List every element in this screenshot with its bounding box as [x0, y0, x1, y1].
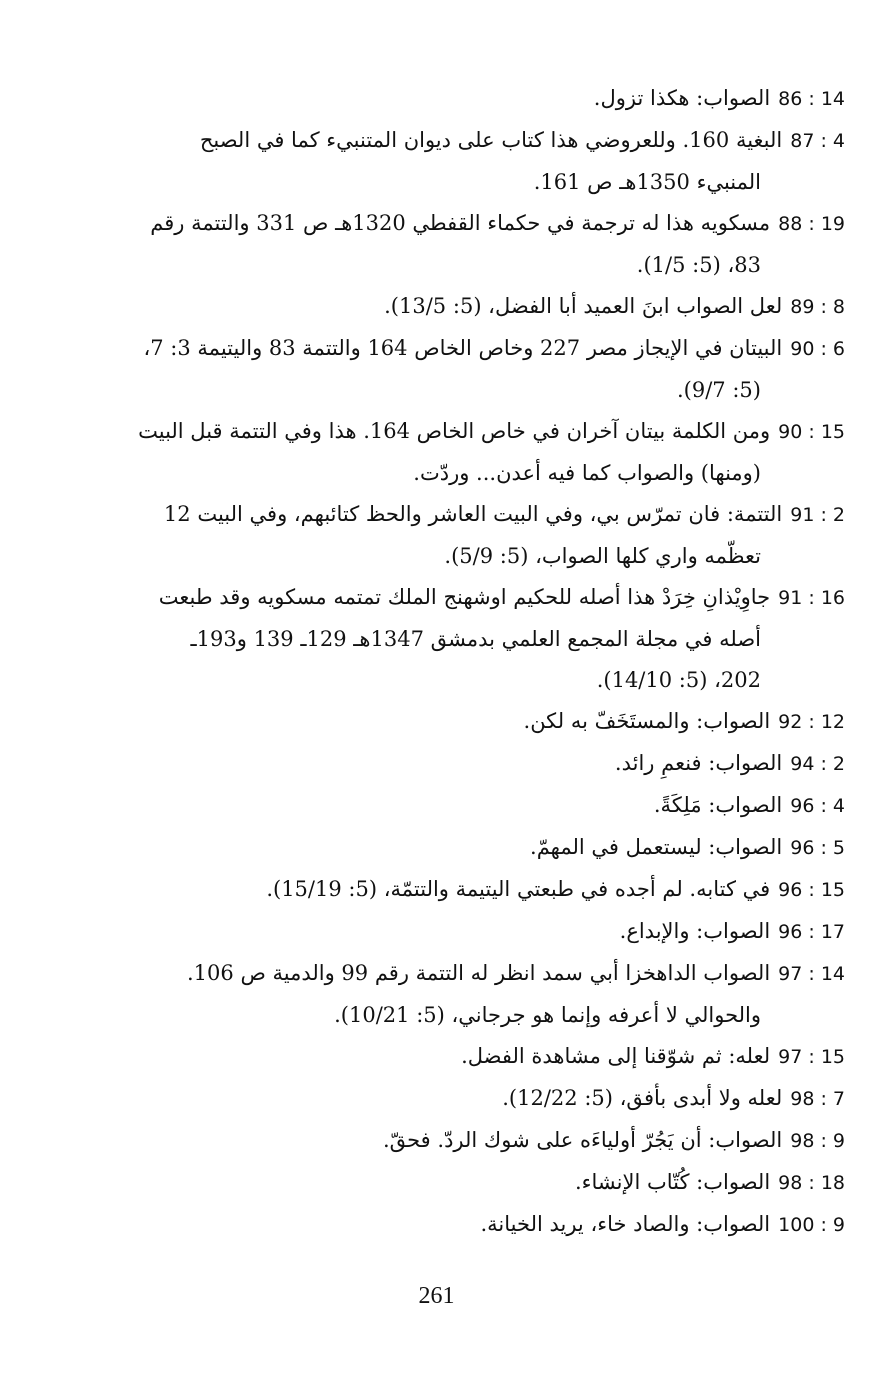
entry-text: الصواب: والصاد خاء، يريد الخيانة. — [480, 1212, 771, 1236]
entry-text: في كتابه. لم أجده في طبعتي اليتيمة والتتمّة، (5: 15/19). — [266, 877, 771, 901]
entry-reference: 91 : 16 — [778, 587, 845, 609]
entry-text: لعل الصواب ابنَ العميد أبا الفضل، (5: 13/5). — [384, 294, 783, 318]
entry-text: مسكويه هذا له ترجمة في حكماء القفطي 1320هـ ص 331 والتتمة رقم — [150, 211, 771, 235]
entry-text: الصواب: والمستَخَفّ به لكن. — [523, 709, 771, 733]
entry-text: التتمة: فان تمرّس بي، وفي البيت العاشر والحظ كتائبهم، وفي البيت 12 — [163, 502, 783, 526]
entry-continuation: تعظّمه واري كلها الصواب، (5: 5/9). — [444, 544, 761, 568]
entry-reference: 100 : 9 — [778, 1214, 845, 1236]
entry-continuation: 202، (5: 14/10). — [596, 668, 761, 692]
entry-reference: 88 : 19 — [778, 213, 845, 235]
correction-entry — [100, 1078, 845, 1120]
entry-reference: 98 : 9 — [790, 1130, 845, 1152]
entry-reference: 92 : 12 — [778, 711, 845, 733]
correction-entry — [100, 577, 845, 701]
correction-entry — [100, 78, 845, 120]
entry-reference: 91 : 2 — [790, 504, 845, 526]
entry-reference: 96 : 5 — [790, 837, 845, 859]
entry-reference: 96 : 17 — [778, 921, 845, 943]
entry-text: الصواب: والإبداع. — [619, 919, 771, 943]
entry-text: الصواب: أن يَجُرّ أولياءَه على شوك الردّ. فحقّ. — [382, 1128, 783, 1152]
correction-entry — [100, 701, 845, 743]
correction-entry — [100, 1036, 845, 1078]
entry-reference: 86 : 14 — [778, 88, 845, 110]
correction-entry — [100, 120, 845, 203]
entry-reference: 98 : 7 — [790, 1088, 845, 1110]
correction-entry — [100, 328, 845, 411]
entry-text: الصواب الداهخزا أبي سمد انظر له التتمة رقم 99 والدمية ص 106. — [186, 961, 771, 985]
entry-text: البغية 160. وللعروضي هذا كتاب على ديوان المتنبيء كما في الصبح — [199, 128, 783, 152]
entry-continuation: (5: 9/7). — [676, 378, 761, 402]
page-number: 261 — [418, 1283, 455, 1309]
correction-entry — [100, 827, 845, 869]
correction-entry — [100, 743, 845, 785]
correction-entry — [100, 411, 845, 494]
entry-continuation: (ومنها) والصواب كما فيه أعدن... وردّت. — [413, 461, 761, 485]
entry-text: الصواب: هكذا تزول. — [593, 86, 771, 110]
entry-reference: 89 : 8 — [790, 296, 845, 318]
entry-continuation: المنبيء 1350هـ ص 161. — [533, 170, 761, 194]
corrections-list — [100, 78, 845, 1246]
entry-text: لعله: ثم شوّقنا إلى مشاهدة الفضل. — [461, 1044, 771, 1068]
entry-reference: 96 : 15 — [778, 879, 845, 901]
entry-text: الصواب: مَلِكَةً. — [653, 793, 783, 817]
correction-entry — [100, 911, 845, 953]
entry-reference: 97 : 14 — [778, 963, 845, 985]
correction-entry — [100, 785, 845, 827]
entry-text: الصواب: كُتّاب الإنشاء. — [574, 1170, 771, 1194]
correction-entry — [100, 494, 845, 577]
entry-reference: 97 : 15 — [778, 1046, 845, 1068]
entry-continuation: والحوالي لا أعرفه وإنما هو جرجاني، (5: 10/21). — [334, 1003, 761, 1027]
entry-text: لعله ولا أبدى بأفق، (5: 12/22). — [502, 1086, 783, 1110]
entry-reference: 87 : 4 — [790, 130, 845, 152]
entry-reference: 90 : 6 — [790, 338, 845, 360]
entry-reference: 94 : 2 — [790, 753, 845, 775]
correction-entry — [100, 1120, 845, 1162]
entry-reference: 98 : 18 — [778, 1172, 845, 1194]
entry-continuation: 83، (5: 1/5). — [636, 253, 761, 277]
correction-entry — [100, 1162, 845, 1204]
correction-entry — [100, 953, 845, 1036]
entry-text: ومن الكلمة بيتان آخران في خاص الخاص 164. هذا وفي التتمة قبل البيت — [138, 419, 771, 443]
entry-text: البيتان في الإيجاز مصر 227 وخاص الخاص 164 والتتمة 83 واليتيمة 3: 7، — [143, 336, 783, 360]
correction-entry — [100, 286, 845, 328]
entry-reference: 90 : 15 — [778, 421, 845, 443]
entry-text: الصواب: فنعمِ رائد. — [614, 751, 783, 775]
correction-entry — [100, 869, 845, 911]
entry-text: الصواب: ليستعمل في المهمّ. — [530, 835, 783, 859]
correction-entry — [100, 203, 845, 286]
entry-continuation: أصله في مجلة المجمع العلمي بدمشق 1347هـ 129ـ 139 و193ـ — [190, 627, 761, 651]
entry-text: جاوِيْذانِ خِرَدْ هذا أصله للحكيم اوشهنج الملك تمتمه مسكويه وقد طبعت — [158, 585, 771, 609]
entry-reference: 96 : 4 — [790, 795, 845, 817]
correction-entry — [100, 1204, 845, 1246]
